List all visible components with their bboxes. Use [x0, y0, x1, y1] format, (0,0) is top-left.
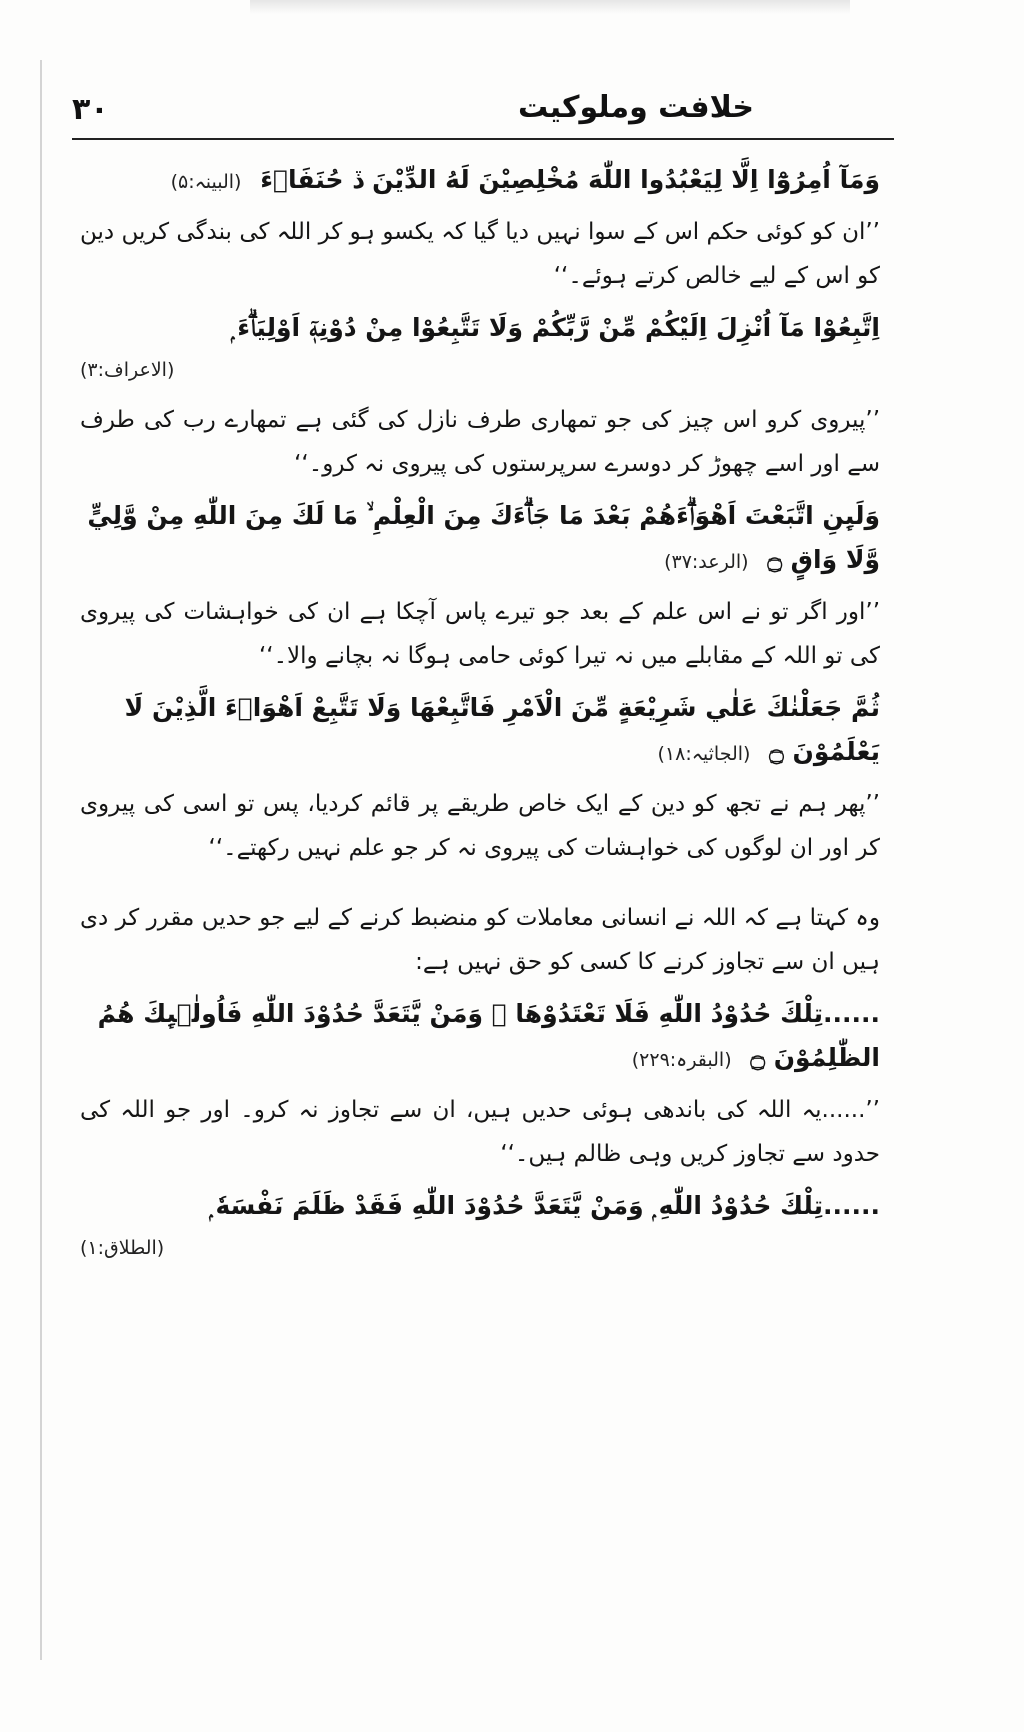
verse-text: ثُمَّ جَعَلْنٰكَ عَلٰي شَرِيْعَةٍ مِّنَ الْاَمْرِ فَاتَّبِعْهَا وَلَا تَتَّبِعْ اَهْوَاۗءَ الَّذِيْنَ لَا يَعْلَمُوْنَ ۝ [124, 693, 880, 766]
page-header [72, 88, 894, 138]
top-bleed-shadow [250, 0, 850, 14]
quran-verse-6 [80, 1184, 880, 1228]
page-binding-edge [40, 60, 42, 1660]
quran-verse-5 [80, 992, 880, 1080]
verse-reference: (الرعد:۳۷) [664, 551, 749, 573]
body-paragraph: وہ کہتا ہے کہ اللہ نے انسانی معاملات کو منضبط کرنے کے لیے جو حدیں مقرر کر دی ہیں ان سے تجاوز کرنے کا کسی کو حق نہیں ہے: [80, 905, 880, 975]
translation-3: ’’اور اگر تو نے اس علم کے بعد جو تیرے پاس آچکا ہے ان کی خواہشات کی پیروی کی تو اللہ کے مقابلے میں نہ تیرا کوئی حامی ہوگا نہ بچانے والا۔‘‘ [80, 599, 880, 669]
verse-reference: (البینہ:۵) [170, 171, 242, 193]
verse-reference: (الجاثیہ:۱۸) [657, 743, 751, 765]
translation-2: ’’پیروی کرو اس چیز کی جو تمھاری طرف نازل کی گئی ہے تمھارے رب کی طرف سے اور اسے چھوڑ کر دوسرے سرپرستوں کی پیروی نہ کرو۔‘‘ [80, 407, 880, 477]
verse-reference-line [80, 1228, 880, 1268]
verse-text: ......تِلْكَ حُدُوْدُ اللّٰهِ فَلَا تَعْتَدُوْھَا ۚ وَمَنْ يَّتَعَدَّ حُدُوْدَ اللّٰهِ فَاُولٰۗىِٕكَ ھُمُ الظّٰلِمُوْنَ ۝ [97, 999, 880, 1072]
quran-verse-2 [80, 306, 880, 350]
verse-reference-line [80, 350, 880, 390]
translation-5: ’’......یہ اللہ کی باندھی ہوئی حدیں ہیں، ان سے تجاوز نہ کرو۔ اور جو اللہ کی حدود سے تجاوز کریں وہی ظالم ہیں۔‘‘ [80, 1097, 880, 1167]
verse-reference: (البقرہ:۲۲۹) [631, 1049, 732, 1071]
page-number: ۳۰ [72, 92, 109, 127]
quran-verse-3 [80, 494, 880, 582]
header-rule [72, 138, 894, 140]
verse-text: وَلَىِٕنِ اتَّبَعْتَ اَهْوَاۗءَهُمْ بَعْدَ مَا جَاۗءَكَ مِنَ الْعِلْمِ ۙ مَا لَكَ مِنَ اللّٰهِ مِنْ وَّلِيٍّ وَّلَا وَاقٍ ۝ [87, 501, 880, 574]
running-title: خلافت وملوکیت [518, 90, 754, 125]
verse-text: ......تِلْكَ حُدُوْدُ اللّٰهِ ۭ وَمَنْ يَّتَعَدَّ حُدُوْدَ اللّٰهِ فَقَدْ ظَلَمَ نَفْسَهٗ ۭ [209, 1191, 880, 1220]
page-body [80, 150, 880, 1268]
verse-text: وَمَآ اُمِرُوْٓا اِلَّا لِيَعْبُدُوا اللّٰهَ مُخْلِصِيْنَ لَهُ الدِّيْنَ ڏ حُنَفَاۗءَ [260, 165, 880, 194]
quran-verse-1 [80, 158, 880, 202]
translation-1: ’’ان کو کوئی حکم اس کے سوا نہیں دیا گیا کہ یکسو ہو کر اللہ کی بندگی کریں دین کو اس کے لیے خالص کرتے ہوئے۔‘‘ [80, 219, 880, 289]
verse-text: اِتَّبِعُوْا مَآ اُنْزِلَ اِلَيْكُمْ مِّنْ رَّبِّكُمْ وَلَا تَتَّبِعُوْا مِنْ دُوْنِهٖٓ اَوْلِيَاۗءَ ۭ [230, 313, 880, 342]
verse-reference: (الاعراف:۳) [80, 359, 175, 381]
verse-reference: (الطلاق:۱) [80, 1237, 165, 1259]
translation-4: ’’پھر ہم نے تجھ کو دین کے ایک خاص طریقے پر قائم کردیا، پس تو اسی کی پیروی کر اور ان لوگوں کی خواہشات کی پیروی نہ کر جو علم نہیں رکھتے۔‘‘ [80, 791, 880, 861]
quran-verse-4 [80, 686, 880, 774]
